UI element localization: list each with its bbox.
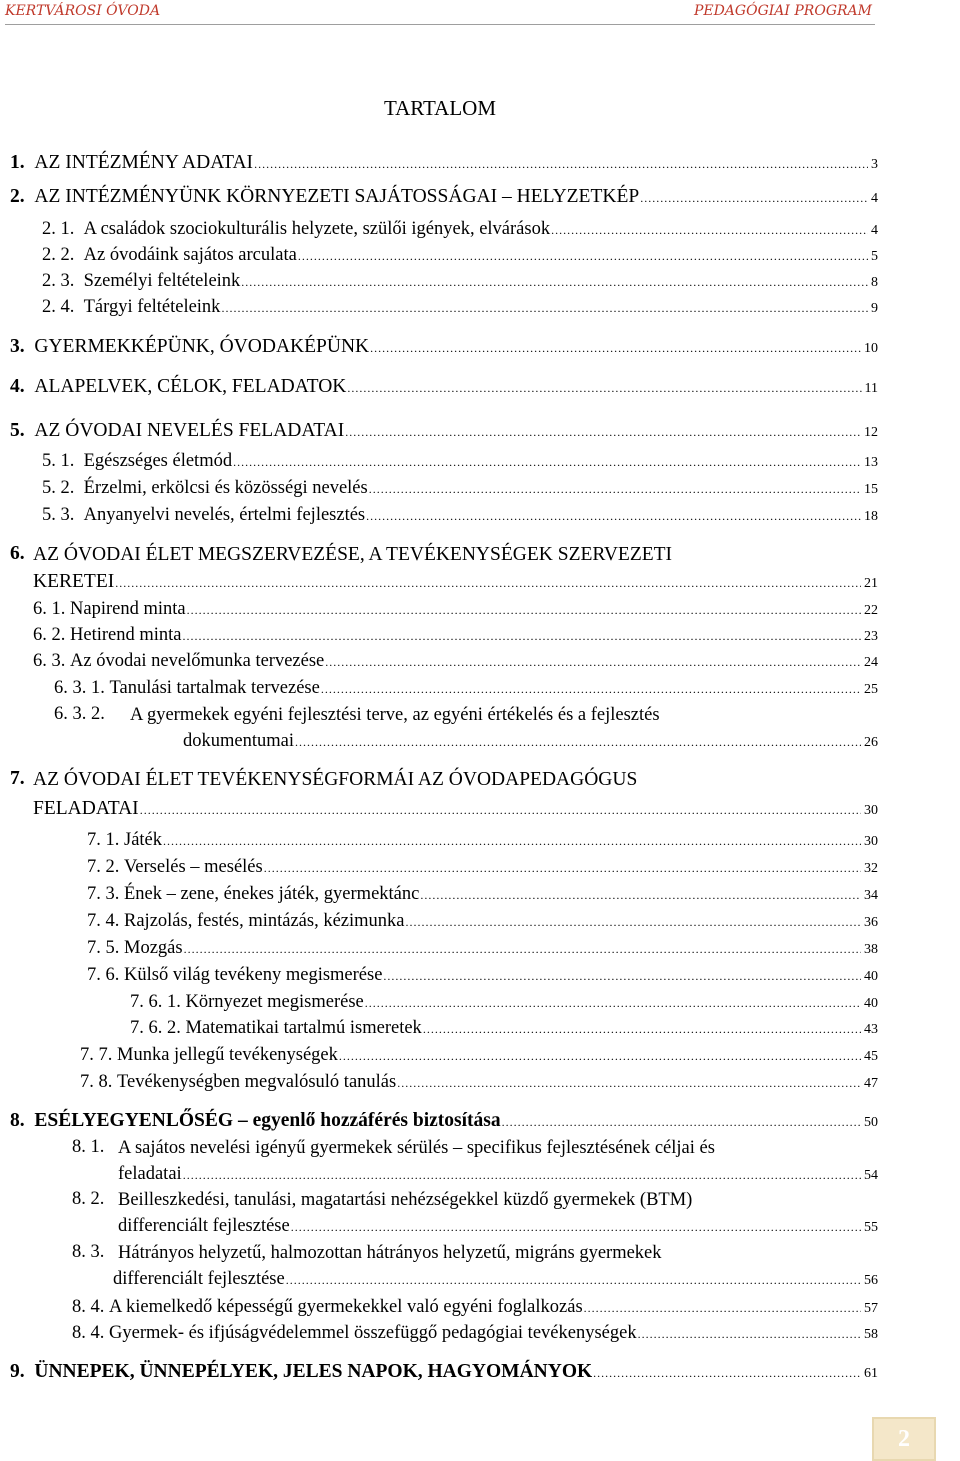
- toc-title-text: Verselés – mesélés: [124, 857, 263, 877]
- toc-title-sep: –: [237, 1110, 248, 1131]
- toc-title-text: AZ ÓVODAI ÉLET MEGSZERVEZÉSE, A TEVÉKENYSÉGEK SZERVEZETI: [33, 544, 673, 565]
- toc-title-text: Tevékenységben megvalósuló tanulás: [117, 1072, 397, 1092]
- toc-title-text: A sajátos nevelési igényű gyermekek sérülés – specifikus fejlesztésének céljai és: [118, 1138, 715, 1158]
- leader-dots: [241, 275, 868, 289]
- toc-title-text: Hetirend minta: [70, 625, 182, 645]
- toc-number: 8. 3.: [72, 1242, 105, 1262]
- toc-number: 7. 4.: [87, 911, 120, 931]
- toc-number: 5.: [10, 420, 25, 441]
- toc-page: 13: [864, 455, 878, 470]
- toc-title-text: Rajzolás, festés, mintázás, kézimunka: [124, 911, 405, 931]
- leader-dots: [502, 1115, 861, 1129]
- toc-page: 8: [871, 275, 878, 290]
- toc-title-text: AZ ÓVODAI ÉLET TEVÉKENYSÉGFORMÁI AZ ÓVODAPEDAGÓGUS: [33, 769, 638, 790]
- toc-entry-7-5[interactable]: [87, 937, 878, 959]
- toc-title-text: Tárgyi feltételeink: [83, 297, 221, 317]
- leader-dots: [397, 1076, 861, 1090]
- toc-entry-6[interactable]: [10, 543, 878, 594]
- toc-entry-8-3[interactable]: [72, 1242, 878, 1290]
- leader-dots: [184, 942, 861, 956]
- toc-title-text: Mozgás: [124, 938, 183, 958]
- toc-title-text: Ének – zene, énekes játék, gyermektánc: [124, 884, 420, 904]
- leader-dots: [254, 157, 868, 171]
- toc-title-text: Gyermek- és ifjúságvédelemmel összefüggő pedagógiai tevékenységek: [109, 1323, 637, 1343]
- toc-number: 6. 3. 2.: [54, 704, 105, 724]
- toc-title-text-rest: egyenlő hozzáférés biztosítása: [252, 1110, 501, 1131]
- leader-dots: [325, 655, 861, 669]
- toc-title-text: Játék: [124, 830, 163, 850]
- toc-page: 40: [864, 969, 878, 984]
- toc-entry-6-1[interactable]: [33, 598, 878, 620]
- header-right: PEDAGÓGIAI PROGRAM: [693, 3, 872, 19]
- toc-page: 47: [864, 1076, 878, 1091]
- toc-number: 8. 2.: [72, 1189, 105, 1209]
- toc-number: 8. 4.: [72, 1297, 105, 1317]
- leader-dots: [640, 191, 868, 205]
- toc-page: 43: [864, 1022, 878, 1037]
- toc-entry-5-2[interactable]: [42, 477, 878, 499]
- toc-title-text: Az óvodai nevelőmunka tervezése: [70, 651, 325, 671]
- toc-number: 1.: [10, 152, 25, 173]
- toc-page: 30: [864, 834, 878, 849]
- toc-number: 7. 8.: [80, 1072, 113, 1092]
- toc-entry-6-3-1[interactable]: [54, 677, 878, 699]
- leader-dots: [187, 603, 861, 617]
- leader-dots: [638, 1327, 861, 1341]
- leader-dots: [366, 509, 861, 523]
- toc-entry-2-1[interactable]: [42, 218, 878, 240]
- toc-title-text: Egészséges életmód: [83, 451, 233, 471]
- toc-number: 2. 3.: [42, 271, 75, 291]
- leader-dots: [233, 455, 861, 469]
- toc-entry-7-7[interactable]: [80, 1044, 878, 1066]
- toc-page: 55: [864, 1220, 878, 1236]
- toc-page: 56: [864, 1273, 878, 1289]
- toc-number: 8.: [10, 1110, 25, 1131]
- leader-dots: [140, 803, 861, 817]
- toc-page: 36: [864, 915, 878, 930]
- toc-title-text: ALAPELVEK, CÉLOK, FELADATOK: [34, 376, 347, 397]
- toc-entry-8-1[interactable]: [72, 1137, 878, 1185]
- toc-page: 45: [864, 1049, 878, 1064]
- toc-page: 18: [864, 509, 878, 524]
- toc-number: 7. 6.: [87, 965, 120, 985]
- toc-number: 9.: [10, 1361, 25, 1382]
- toc-entry-2-2[interactable]: [42, 244, 878, 266]
- toc-title-text: Munka jellegű tevékenységek: [117, 1045, 338, 1065]
- toc-entry-2[interactable]: [10, 185, 878, 208]
- toc-title-text-cont: feladatai: [118, 1164, 182, 1185]
- toc-title-text: GYERMEKKÉPÜNK, ÓVODAKÉPÜNK: [34, 336, 370, 357]
- toc-number: 6. 2.: [33, 625, 66, 645]
- toc-page: 38: [864, 942, 878, 957]
- toc-page: 22: [864, 603, 878, 618]
- toc-title-text-cont: differenciált fejlesztése: [118, 1216, 290, 1237]
- toc-entry-6-3[interactable]: [33, 650, 878, 672]
- toc-number: 5. 1.: [42, 451, 75, 471]
- toc-page: 11: [864, 381, 878, 396]
- leader-dots: [593, 1366, 861, 1380]
- toc-title-text: ESÉLYEGYENLŐSÉG: [34, 1110, 234, 1131]
- toc-number: 2.: [10, 186, 25, 207]
- toc-entry-1[interactable]: [10, 151, 878, 174]
- toc-number: 8. 4.: [72, 1323, 105, 1343]
- toc-page: 24: [864, 655, 878, 670]
- toc-page: 54: [864, 1168, 878, 1184]
- leader-dots: [365, 996, 861, 1010]
- toc-title-text: Személyi feltételeink: [83, 271, 241, 291]
- toc-title-text: Matematikai tartalmú ismeretek: [185, 1018, 422, 1038]
- leader-dots: [584, 1301, 861, 1315]
- leader-dots: [423, 1022, 861, 1036]
- toc-title-text: Hátrányos helyzetű, halmozottan hátrányos helyzetű, migráns gyermekek: [118, 1243, 662, 1263]
- toc-number: 7. 6. 2.: [130, 1018, 181, 1038]
- toc-page: 34: [864, 888, 878, 903]
- toc-entry-7-2[interactable]: [87, 856, 878, 878]
- toc-entry-9[interactable]: [10, 1360, 878, 1383]
- toc-entry-7-8[interactable]: [80, 1071, 878, 1093]
- toc-number: 7. 7.: [80, 1045, 113, 1065]
- toc-number: 7.: [10, 768, 25, 789]
- leader-dots: [551, 223, 868, 237]
- toc-title-text: Az óvodáink sajátos arculata: [83, 245, 297, 265]
- toc-entry-7-3[interactable]: [87, 883, 878, 905]
- toc-page: 23: [864, 629, 878, 644]
- leader-dots: [295, 735, 861, 749]
- toc-number: 7. 2.: [87, 857, 120, 877]
- toc-title-text: Beilleszkedési, tanulási, magatartási nehézségekkel küzdő gyermekek (BTM): [118, 1190, 693, 1210]
- toc-page: 40: [864, 996, 878, 1011]
- toc-number: 7. 5.: [87, 938, 120, 958]
- toc-page: 32: [864, 861, 878, 876]
- toc-number: 3.: [10, 336, 25, 357]
- leader-dots: [221, 301, 868, 315]
- leader-dots: [420, 888, 861, 902]
- leader-dots: [115, 576, 861, 590]
- toc-page: 3: [871, 157, 878, 172]
- toc-title-text: Tanulási tartalmak tervezése: [109, 678, 320, 698]
- toc-number: 7. 1.: [87, 830, 120, 850]
- toc-title-text: A családok szociokulturális helyzete, szülői igények, elvárások: [83, 219, 551, 239]
- leader-dots: [163, 834, 861, 848]
- toc-number: 6. 3. 1.: [54, 678, 105, 698]
- toc-entry-6-3-2[interactable]: [54, 704, 878, 752]
- toc-number: 6.: [10, 543, 25, 564]
- toc-number: 6. 3.: [33, 651, 66, 671]
- toc-page: 30: [864, 803, 878, 819]
- leader-dots: [339, 1049, 861, 1063]
- toc-title: TARTALOM: [383, 96, 497, 120]
- toc-number: 7. 3.: [87, 884, 120, 904]
- toc-entry-8-4[interactable]: [72, 1296, 878, 1318]
- leader-dots: [182, 629, 861, 643]
- toc-entry-5[interactable]: [10, 419, 878, 442]
- toc-title-text: A gyermekek egyéni fejlesztési terve, az egyéni értékelés és a fejlesztés: [130, 705, 660, 725]
- toc-entry-8-2[interactable]: [72, 1189, 878, 1237]
- header-rule: [5, 24, 875, 25]
- toc-entry-7-6-1[interactable]: [130, 991, 878, 1013]
- toc-entry-8[interactable]: [10, 1109, 878, 1132]
- toc-number: 6. 1.: [33, 599, 66, 619]
- toc-number: 5. 3.: [42, 505, 75, 525]
- toc-title-text-cont: KERETEI: [33, 571, 115, 593]
- leader-dots: [298, 249, 868, 263]
- toc-page: 26: [864, 735, 878, 751]
- toc-page: 50: [864, 1115, 878, 1130]
- toc-page: 21: [864, 576, 878, 592]
- toc-page: 61: [864, 1366, 878, 1381]
- leader-dots: [369, 482, 861, 496]
- toc-page: 4: [871, 191, 878, 206]
- toc-entry-7-4[interactable]: [87, 910, 878, 932]
- toc-title-text: AZ INTÉZMÉNYÜNK KÖRNYEZETI SAJÁTOSSÁGAI – HELYZETKÉP: [34, 186, 640, 207]
- page-number-badge: [872, 1417, 936, 1461]
- toc-title-text: Külső világ tevékeny megismerése: [124, 965, 383, 985]
- toc-entry-8-5[interactable]: [72, 1322, 878, 1344]
- leader-dots: [370, 341, 861, 355]
- toc-number: 5. 2.: [42, 478, 75, 498]
- leader-dots: [321, 682, 861, 696]
- header-left: KERTVÁROSI ÓVODA: [5, 3, 161, 19]
- toc-page: 57: [864, 1301, 878, 1316]
- toc-number: 4.: [10, 376, 25, 397]
- toc-number: 7. 6. 1.: [130, 992, 181, 1012]
- toc-page: 10: [864, 341, 878, 356]
- leader-dots: [345, 425, 861, 439]
- toc-number: 2. 2.: [42, 245, 75, 265]
- toc-entry-4[interactable]: [10, 375, 878, 398]
- toc-number: 2. 4.: [42, 297, 75, 317]
- toc-entry-7-6[interactable]: [87, 964, 878, 986]
- toc-title-text: Érzelmi, erkölcsi és közösségi nevelés: [83, 478, 368, 498]
- toc-page: 9: [871, 301, 878, 316]
- toc-page: 15: [864, 482, 878, 497]
- toc-entry-2-4[interactable]: [42, 296, 878, 318]
- toc-title-text: AZ ÓVODAI NEVELÉS FELADATAI: [34, 420, 345, 441]
- toc-entry-2-3[interactable]: [42, 270, 878, 292]
- toc-entry-5-1[interactable]: [42, 450, 878, 472]
- toc-entry-7-6-2[interactable]: [130, 1017, 878, 1039]
- toc-title-text-cont: differenciált fejlesztése: [113, 1269, 285, 1290]
- toc-page: 5: [871, 249, 878, 264]
- toc-title-text: Napirend minta: [70, 599, 186, 619]
- toc-title-text-cont: FELADATAI: [33, 798, 139, 820]
- toc-title-text: Környezet megismerése: [185, 992, 364, 1012]
- toc-page: 4: [871, 223, 878, 238]
- leader-dots: [183, 1168, 861, 1182]
- toc-number: 2. 1.: [42, 219, 75, 239]
- page-number: 2: [898, 1425, 910, 1452]
- toc-entry-6-2[interactable]: [33, 624, 878, 646]
- toc-title-text: AZ INTÉZMÉNY ADATAI: [34, 152, 254, 173]
- toc-title-text: ÜNNEPEK, ÜNNEPÉLYEK, JELES NAPOK, HAGYOMÁNYOK: [34, 1361, 593, 1382]
- toc-entry-5-3[interactable]: [42, 504, 878, 526]
- toc-entry-7-1[interactable]: [87, 829, 878, 851]
- toc-title-text: Anyanyelvi nevelés, értelmi fejlesztés: [83, 505, 366, 525]
- toc-title-text: A kiemelkedő képességű gyermekekkel való egyéni foglalkozás: [109, 1297, 583, 1317]
- page-header: [0, 0, 960, 30]
- toc-entry-3[interactable]: [10, 335, 878, 358]
- toc-page: 12: [864, 425, 878, 440]
- leader-dots: [286, 1273, 861, 1287]
- toc-page: 58: [864, 1327, 878, 1342]
- leader-dots: [406, 915, 862, 929]
- leader-dots: [383, 969, 861, 983]
- toc-entry-7[interactable]: [10, 768, 878, 821]
- toc-page: 25: [864, 682, 878, 697]
- toc-title-text-cont: dokumentumai: [183, 731, 294, 752]
- leader-dots: [347, 381, 861, 395]
- leader-dots: [264, 861, 861, 875]
- toc-number: 8. 1.: [72, 1137, 105, 1157]
- leader-dots: [291, 1220, 861, 1234]
